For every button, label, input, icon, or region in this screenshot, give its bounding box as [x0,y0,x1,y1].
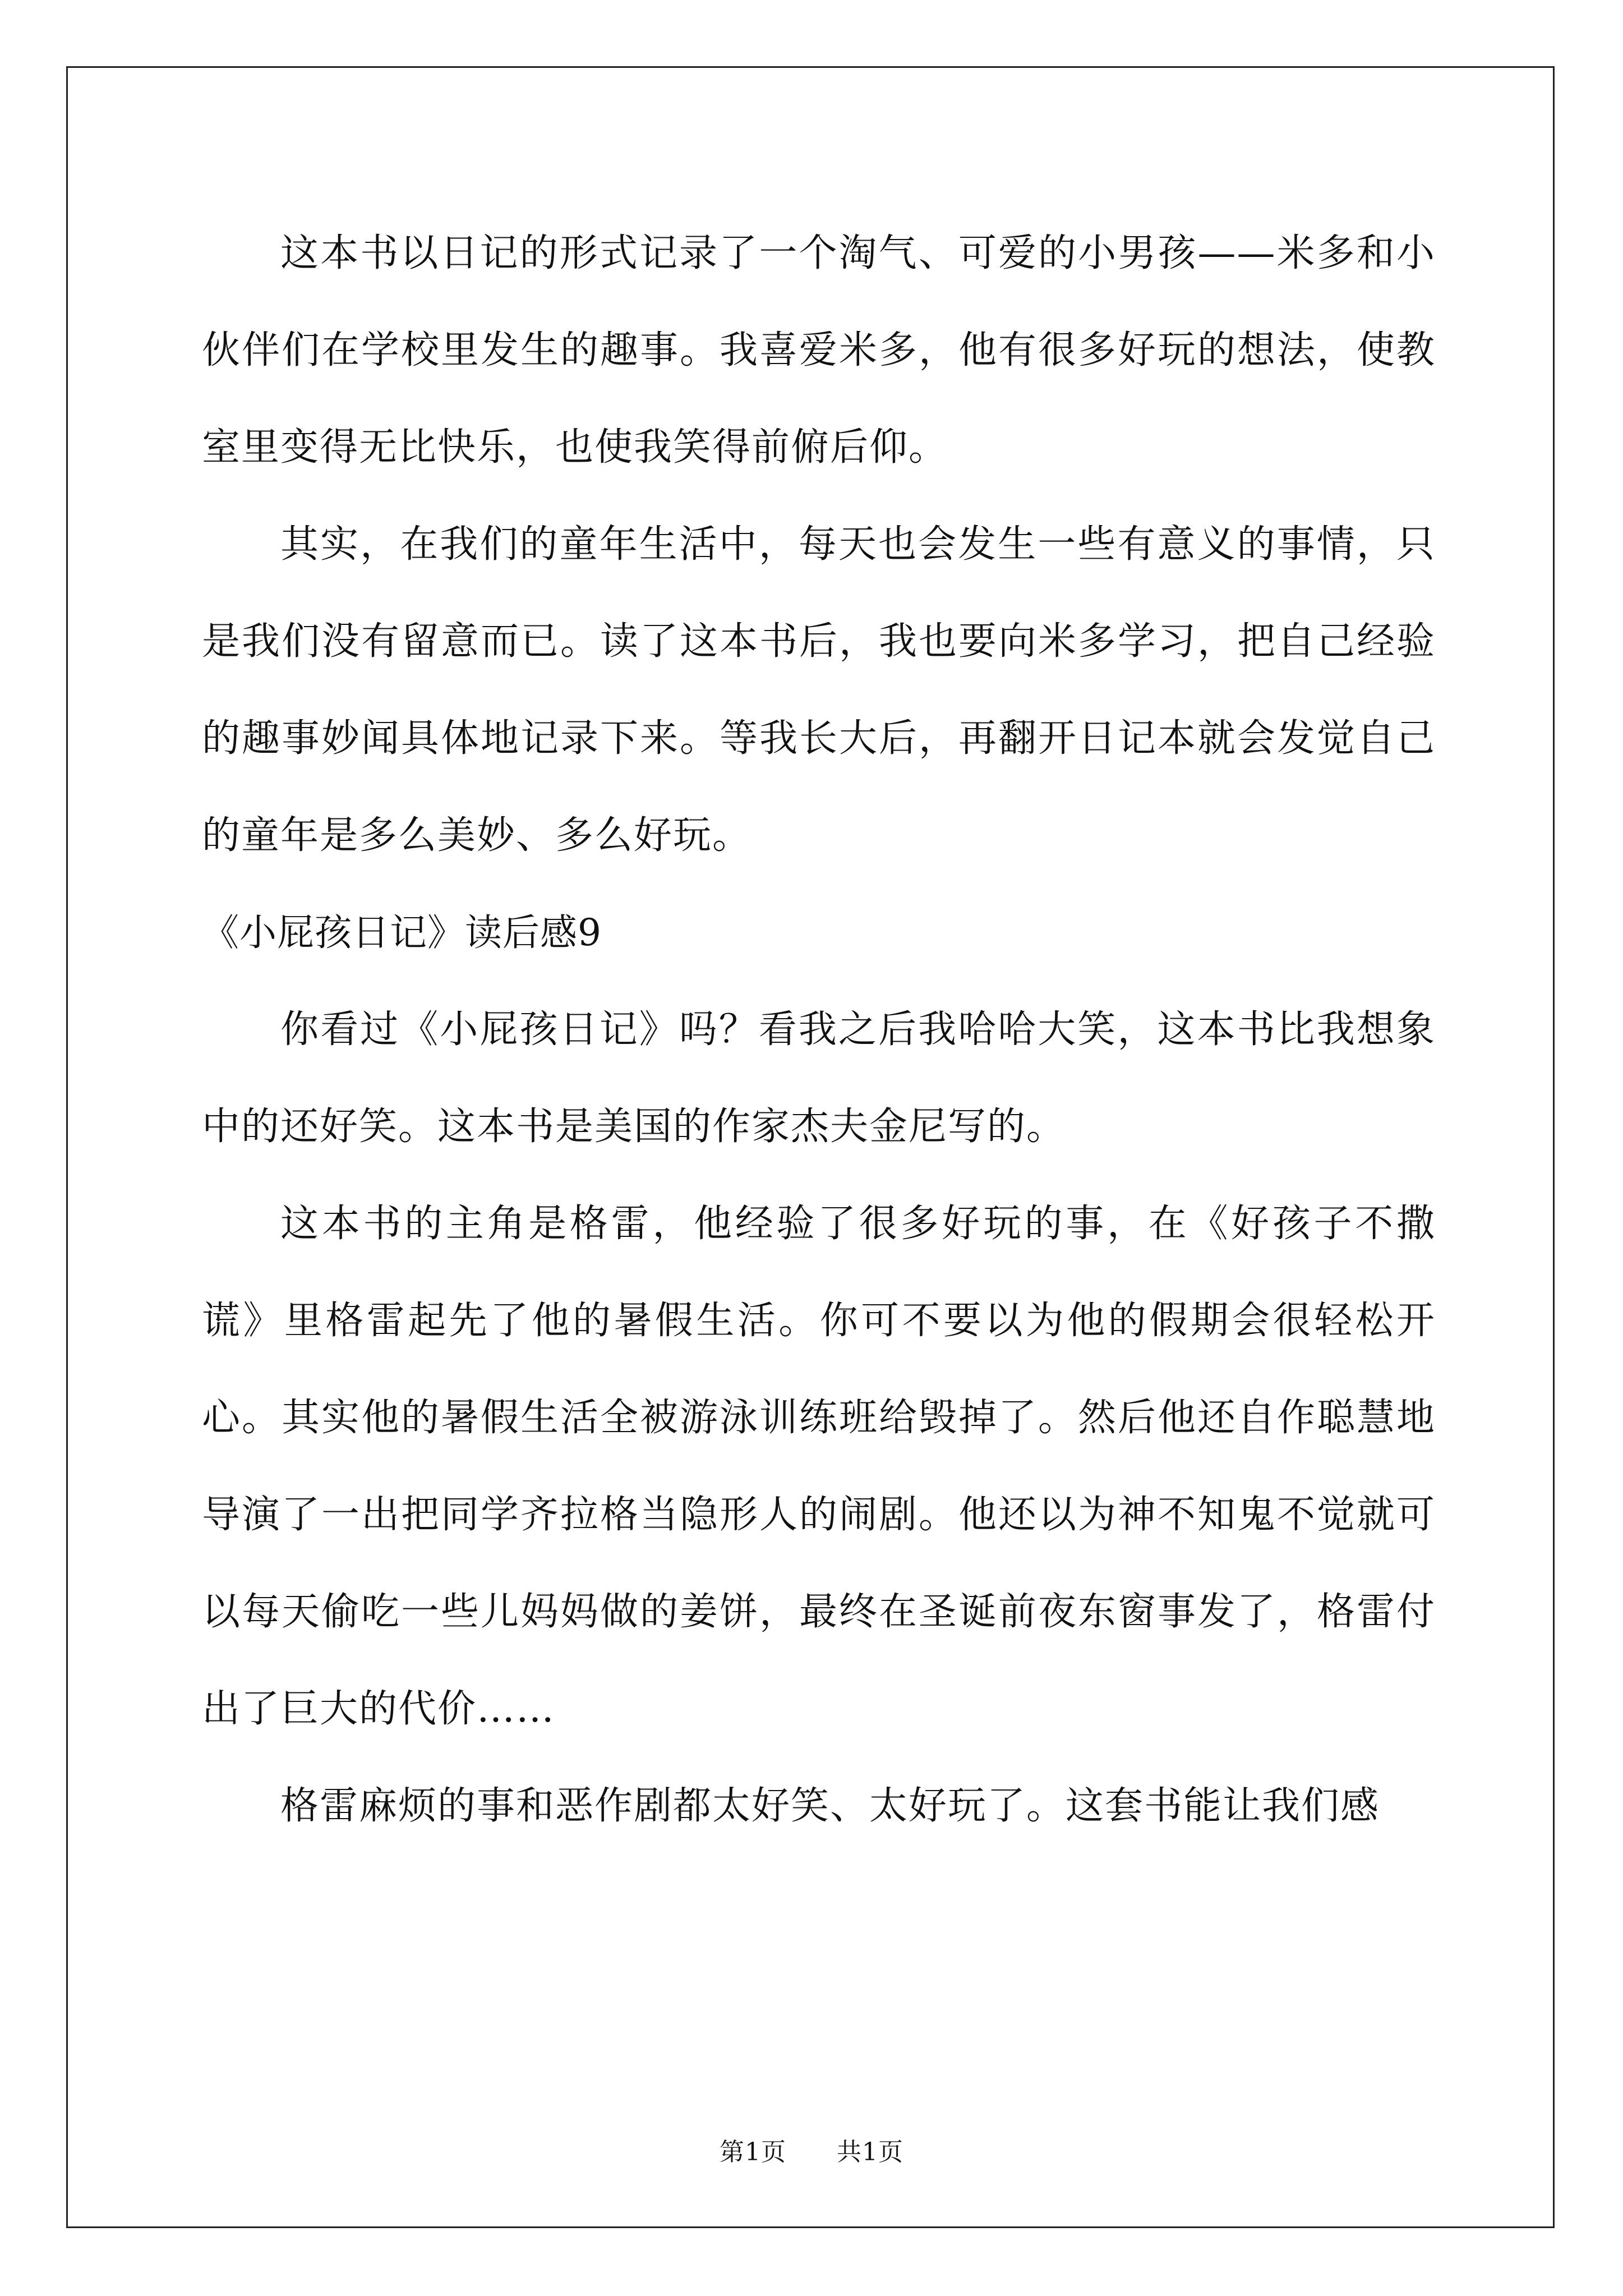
page-number: 第1页 [720,2138,786,2166]
paragraph-1: 这本书以日记的形式记录了一个淘气、可爱的小男孩——米多和小伙伴们在学校里发生的趣事。我喜爱米多，他有很多好玩的想法，使教室里变得无比快乐，也使我笑得前俯后仰。 [202,231,1436,470]
paragraph-3: 你看过《小屁孩日记》吗？看我之后我哈哈大笑，这本书比我想象中的还好笑。这本书是美国的作家杰夫金尼写的。 [202,1007,1436,1149]
paragraph-5: 格雷麻烦的事和恶作剧都太好笑、太好玩了。这套书能让我们感 [280,1784,1380,1828]
document-body [202,205,1436,1855]
page-footer [0,2132,1623,2168]
page-total: 共1页 [837,2138,903,2166]
section-heading: 《小屁孩日记》读后感9 [202,911,602,954]
paragraph-4: 这本书的主角是格雷，他经验了很多好玩的事，在《好孩子不撒谎》里格雷起先了他的暑假生活。你可不要以为他的假期会很轻松开心。其实他的暑假生活全被游泳训练班给毁掉了。然后他还自作聪慧地导演了一出把同学齐拉格当隐形人的闹剧。他还以为神不知鬼不觉就可以每天偷吃一些儿妈妈做的姜饼，最终在圣诞前夜东窗事发了，格雷付出了巨大的代价…… [202,1202,1436,1731]
paragraph-2: 其实，在我们的童年生活中，每天也会发生一些有意义的事情，只是我们没有留意而已。读了这本书后，我也要向米多学习，把自己经验的趣事妙闻具体地记录下来。等我长大后，再翻开日记本就会发觉自己的童年是多么美妙、多么好玩。 [202,522,1436,858]
